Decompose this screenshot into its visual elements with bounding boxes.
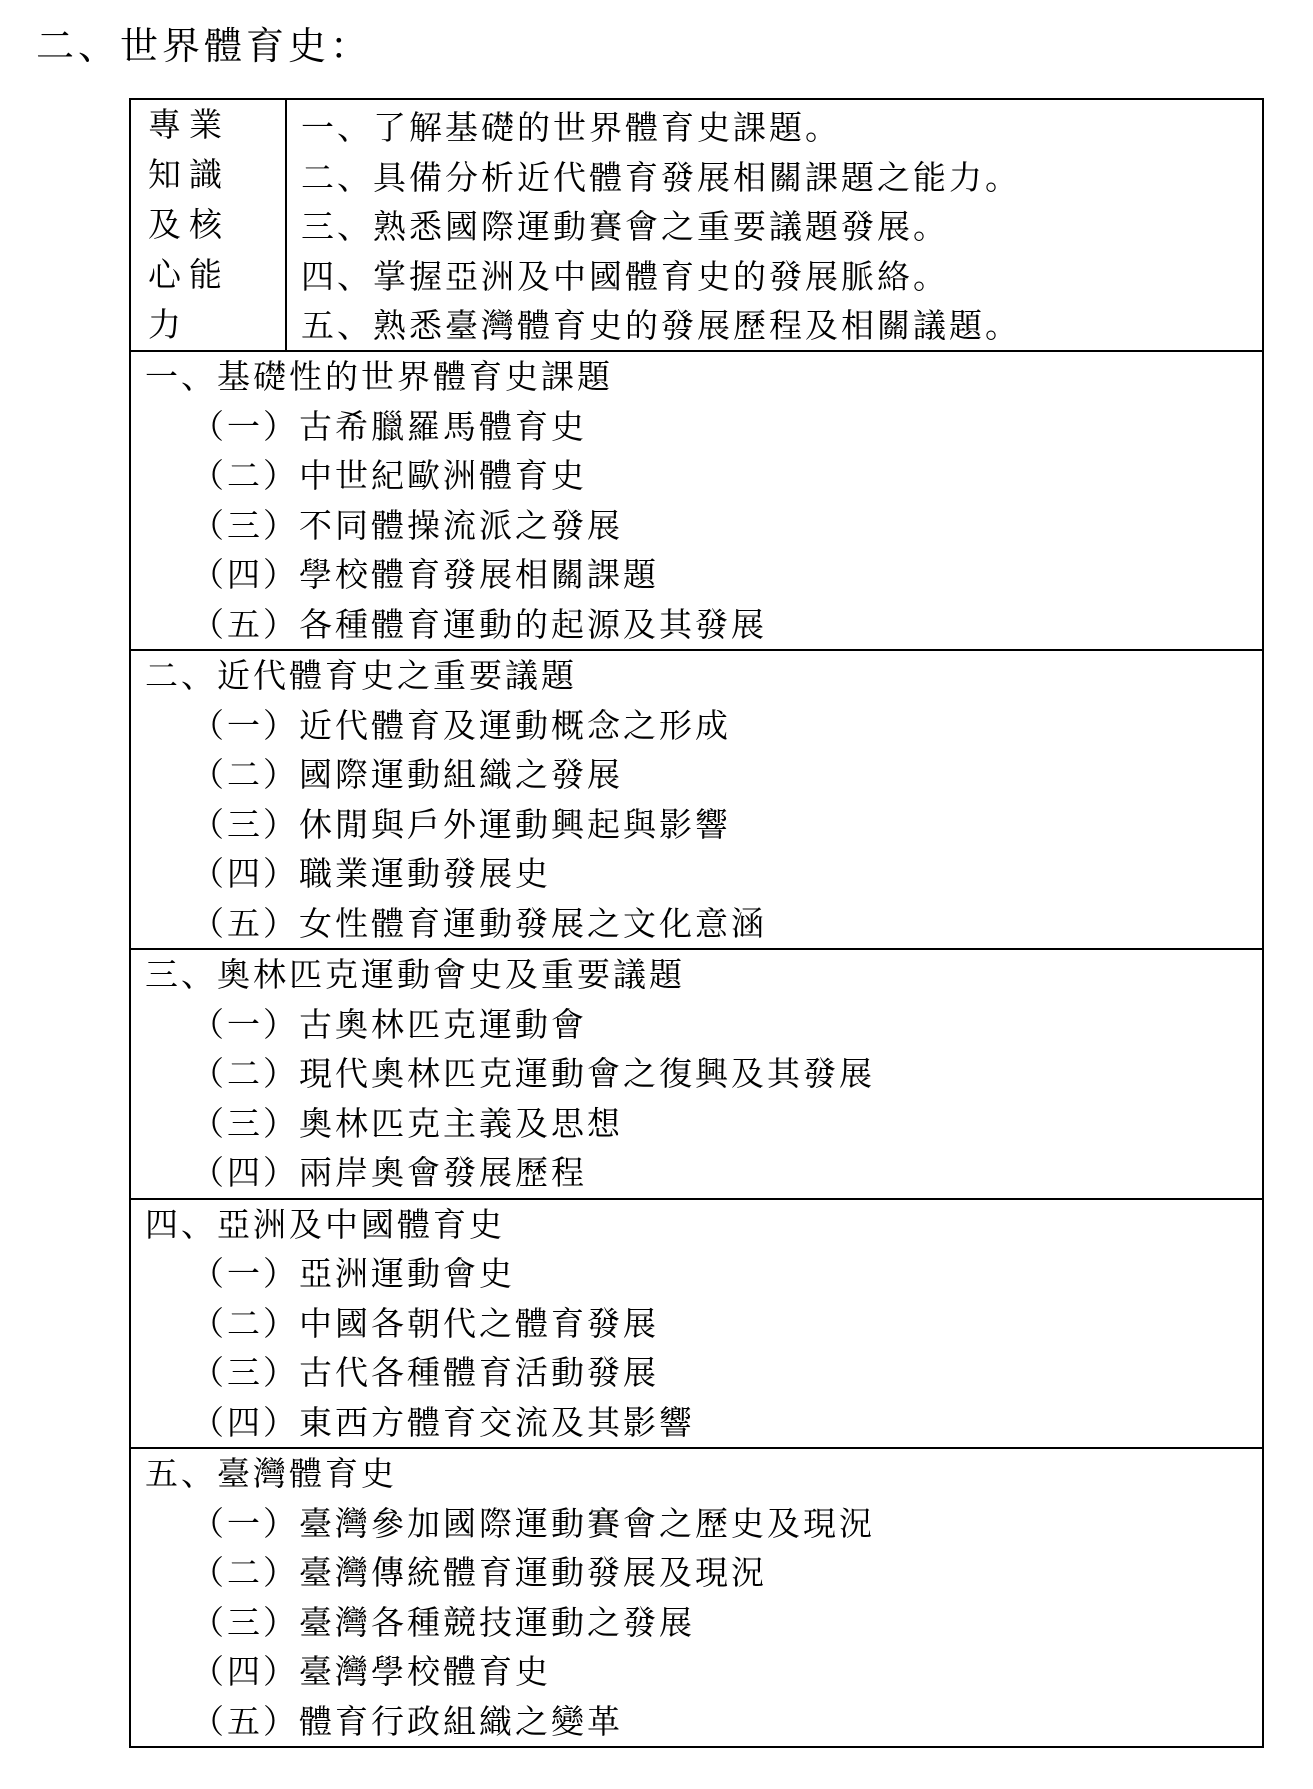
section-heading: 二、近代體育史之重要議題 xyxy=(145,656,577,695)
section-item: （五）體育行政組織之變革 xyxy=(191,1701,623,1741)
section-asia-china-history xyxy=(131,1200,1262,1450)
section-basic-world-history xyxy=(131,352,1262,651)
core-competency-label: 專業知識及核心能力 xyxy=(148,105,230,344)
section-item: （四）學校體育發展相關課題 xyxy=(191,555,659,594)
section-item: （二）中國各朝代之體育發展 xyxy=(191,1303,659,1343)
section-item: （三）不同體操流派之發展 xyxy=(191,505,623,545)
section-taiwan-history xyxy=(131,1449,1262,1746)
section-heading: 五、臺灣體育史 xyxy=(145,1454,397,1493)
core-competency-row xyxy=(131,100,1262,352)
section-item: （三）奧林匹克主義及思想 xyxy=(191,1103,623,1143)
section-item: （三）古代各種體育活動發展 xyxy=(191,1353,659,1392)
section-heading: 一、基礎性的世界體育史課題 xyxy=(145,357,613,396)
section-item: （五）女性體育運動發展之文化意涵 xyxy=(191,903,767,943)
section-item: （四）職業運動發展史 xyxy=(191,854,551,893)
section-item: （一）古奧林匹克運動會 xyxy=(191,1004,587,1044)
section-item: （二）中世紀歐洲體育史 xyxy=(191,456,587,495)
section-item: （二）國際運動組織之發展 xyxy=(191,755,623,794)
section-item: （一）古希臘羅馬體育史 xyxy=(191,406,587,446)
section-item: （二）臺灣傳統體育運動發展及現況 xyxy=(191,1553,767,1592)
core-competency-item: 二、具備分析近代體育發展相關課題之能力。 xyxy=(301,157,1021,197)
section-item: （五）各種體育運動的起源及其發展 xyxy=(191,604,767,644)
syllabus-table xyxy=(129,98,1264,1748)
section-modern-history xyxy=(131,651,1262,950)
section-olympic-history xyxy=(131,950,1262,1200)
section-item: （四）東西方體育交流及其影響 xyxy=(191,1402,695,1442)
core-competency-item: 五、熟悉臺灣體育史的發展歷程及相關議題。 xyxy=(301,306,1021,345)
section-item: （三）臺灣各種競技運動之發展 xyxy=(191,1602,695,1642)
section-item: （三）休閒與戶外運動興起與影響 xyxy=(191,804,731,844)
section-item: （二）現代奧林匹克運動會之復興及其發展 xyxy=(191,1054,875,1093)
core-competency-item: 三、熟悉國際運動賽會之重要議題發展。 xyxy=(301,207,949,246)
section-item: （一）近代體育及運動概念之形成 xyxy=(191,705,731,745)
page-title: 二、世界體育史： xyxy=(36,24,373,68)
section-heading: 三、奧林匹克運動會史及重要議題 xyxy=(145,955,685,994)
core-competency-item: 一、了解基礎的世界體育史課題。 xyxy=(301,108,841,147)
section-item: （四）臺灣學校體育史 xyxy=(191,1652,551,1691)
core-competency-label-cell xyxy=(131,100,287,350)
section-item: （一）臺灣參加國際運動賽會之歷史及現況 xyxy=(191,1503,875,1543)
section-item: （一）亞洲運動會史 xyxy=(191,1254,515,1293)
section-heading: 四、亞洲及中國體育史 xyxy=(145,1204,505,1244)
section-item: （四）兩岸奧會發展歷程 xyxy=(191,1153,587,1192)
core-competency-list xyxy=(287,100,1262,350)
core-competency-item: 四、掌握亞洲及中國體育史的發展脈絡。 xyxy=(301,256,949,296)
